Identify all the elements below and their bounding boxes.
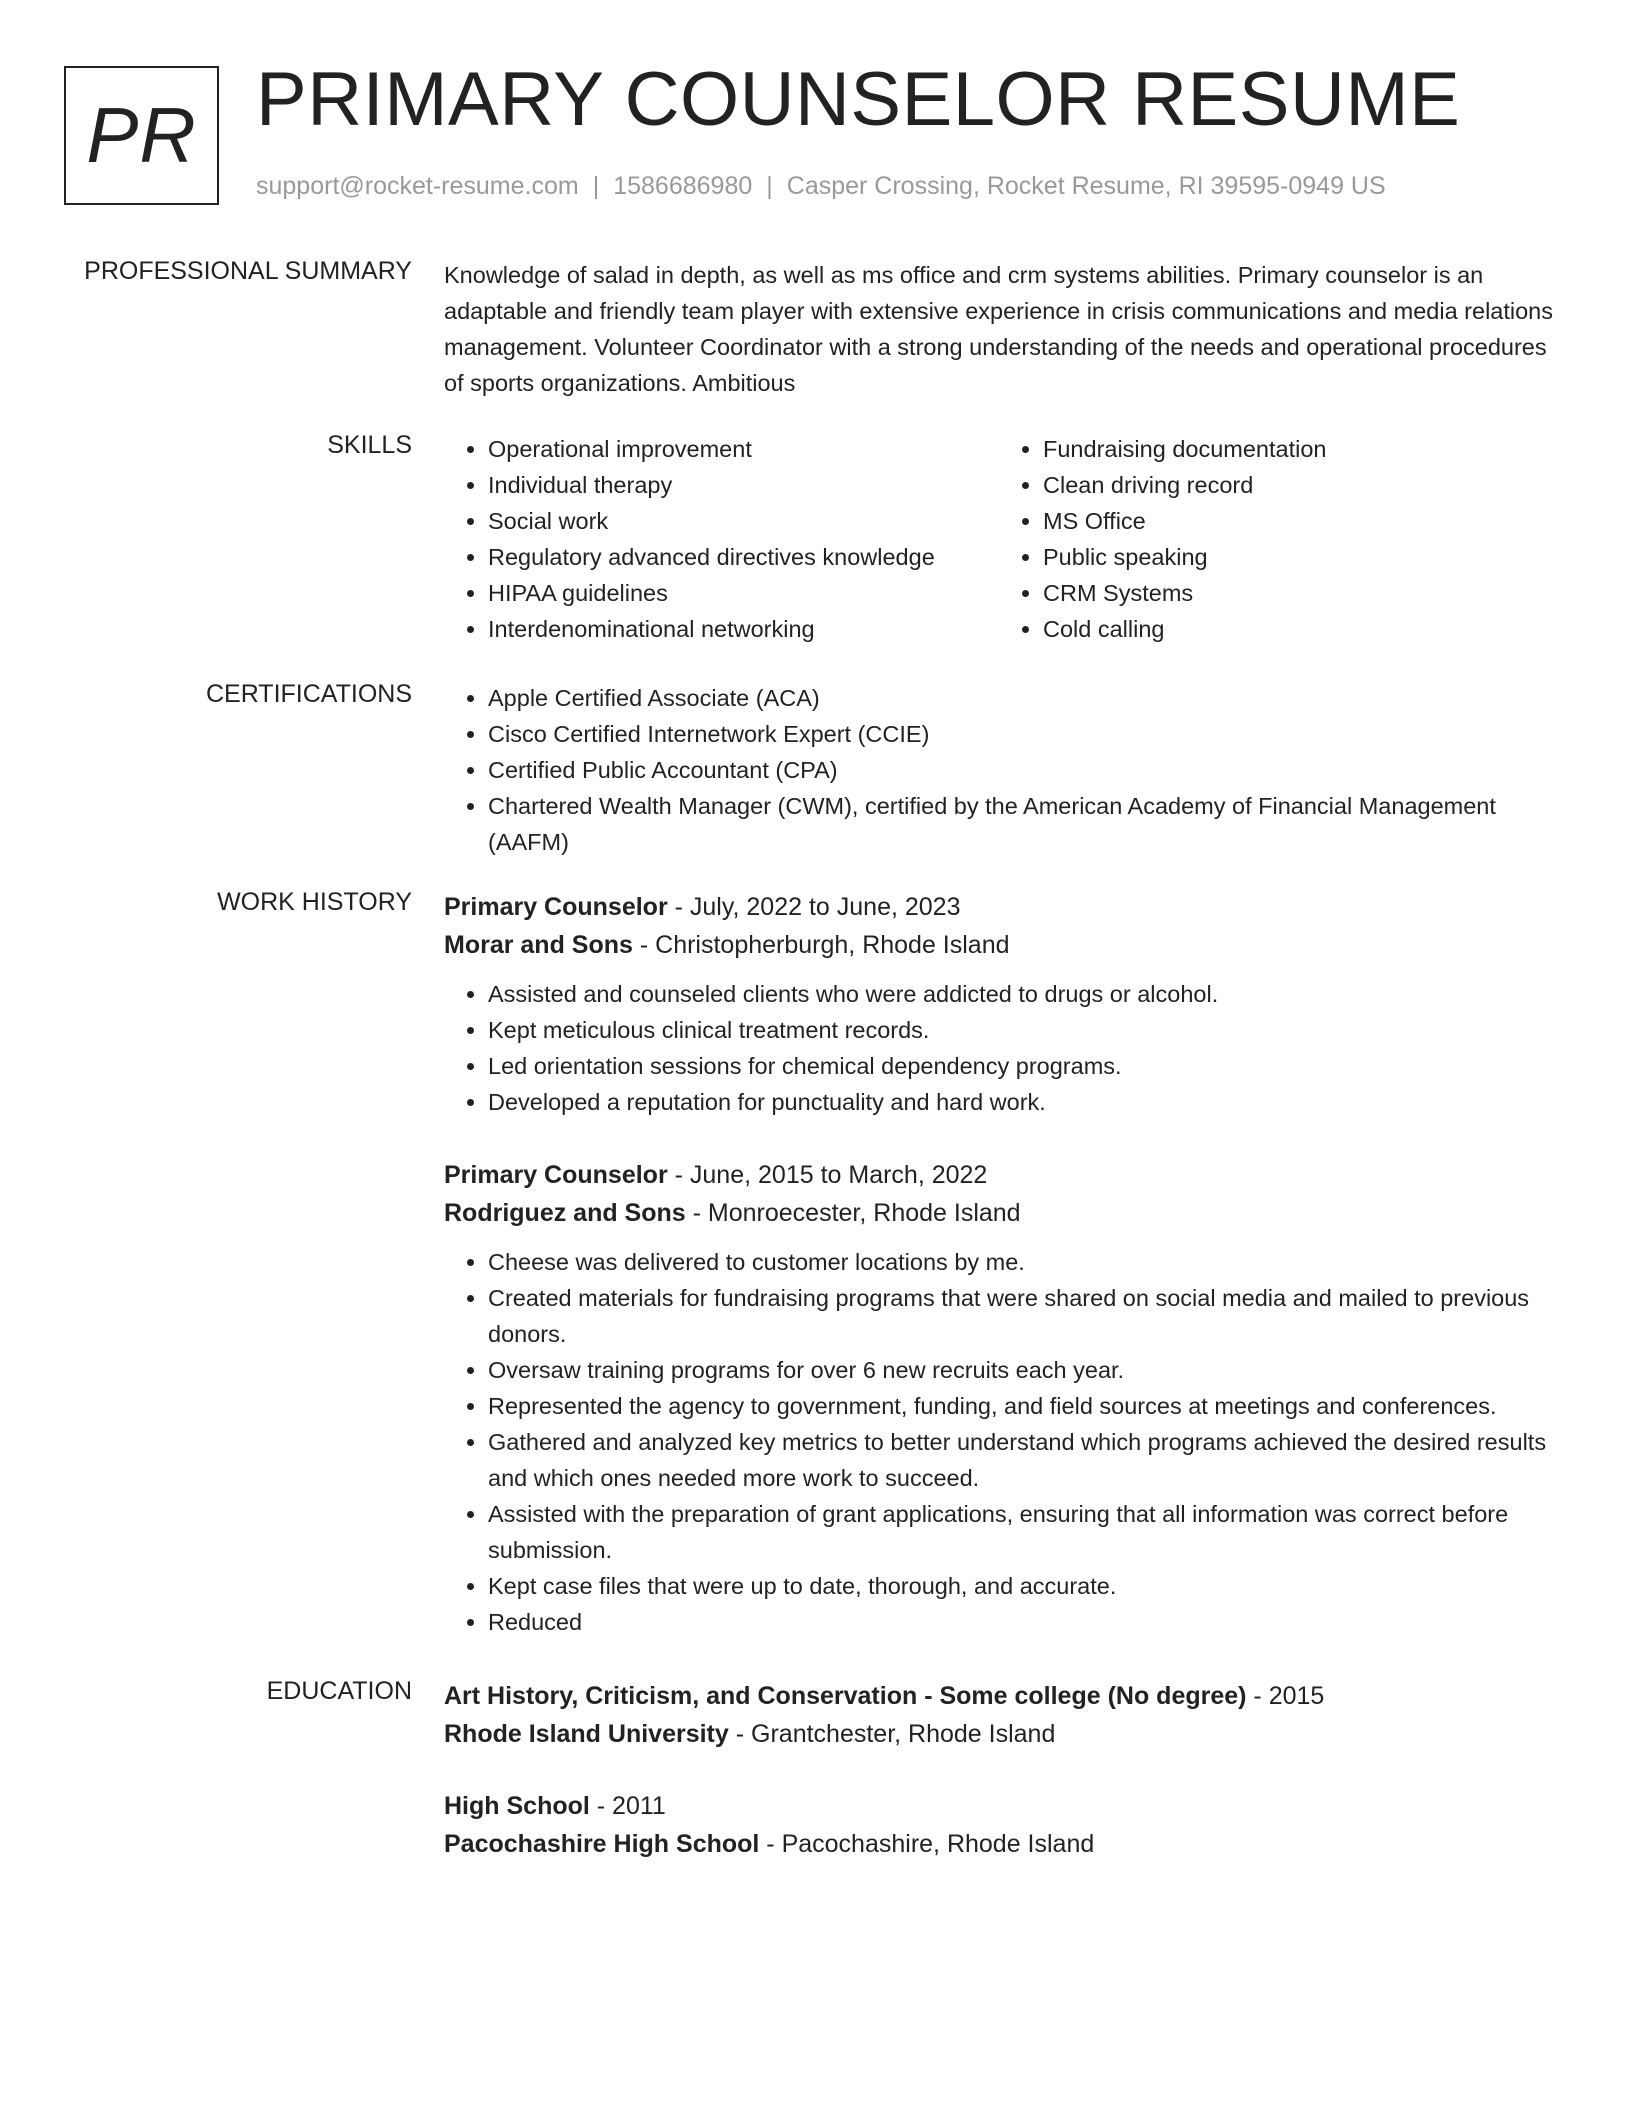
job-dates: - June, 2015 to March, 2022: [667, 1161, 988, 1189]
list-item: • Regulatory advanced directives knowledge: [488, 539, 999, 575]
list-item: • Gathered and analyzed key metrics to better understand which programs achieved the desired results and which ones needed more work to succeed.: [488, 1424, 1554, 1496]
education-body: [444, 1677, 1554, 1897]
list-item: • Cisco Certified Internetwork Expert (CCIE): [488, 716, 1554, 752]
skills-column-right: [999, 431, 1554, 647]
job-company-line: [444, 926, 1554, 964]
education-year: - 2015: [1246, 1682, 1325, 1710]
contact-address: Casper Crossing, Rocket Resume, RI 39595-0949 US: [786, 172, 1386, 200]
list-item: • Assisted and counseled clients who were addicted to drugs or alcohol.: [488, 976, 1554, 1012]
list-item: • Public speaking: [1043, 539, 1554, 575]
education-degree: Art History, Criticism, and Conservation - Some college (No degree): [444, 1682, 1247, 1710]
contact-phone: 1586686980: [613, 172, 753, 200]
education-year: - 2011: [589, 1792, 666, 1820]
education-school: Rhode Island University: [444, 1720, 729, 1748]
list-item: • Interdenominational networking: [488, 611, 999, 647]
education-entry: [444, 1677, 1554, 1753]
list-item: • Chartered Wealth Manager (CWM), certified by the American Academy of Financial Management (AAFM): [488, 788, 1554, 860]
section-label-skills: SKILLS: [327, 431, 412, 459]
job-title-line: [444, 1156, 1554, 1194]
list-item: • Apple Certified Associate (ACA): [488, 680, 1554, 716]
skills-column-left: [444, 431, 999, 647]
section-label-summary: PROFESSIONAL SUMMARY: [84, 257, 412, 285]
job-entry: [444, 1156, 1554, 1640]
certifications-body: [444, 680, 1554, 860]
contact-separator: |: [766, 172, 773, 200]
list-item: • Led orientation sessions for chemical dependency programs.: [488, 1048, 1554, 1084]
contact-line: [256, 172, 1386, 201]
education-degree-line: [444, 1677, 1554, 1715]
list-item: • Assisted with the preparation of grant applications, ensuring that all information was correct before submission.: [488, 1496, 1554, 1568]
job-duties-list: [444, 1244, 1554, 1640]
job-location: - Christopherburgh, Rhode Island: [632, 931, 1010, 959]
list-item: • Cheese was delivered to customer locations by me.: [488, 1244, 1554, 1280]
list-item: • MS Office: [1043, 503, 1554, 539]
job-entry: [444, 888, 1554, 1120]
monogram-badge: [64, 66, 219, 205]
list-item: • Created materials for fundraising programs that were shared on social media and mailed to previous donors.: [488, 1280, 1554, 1352]
section-label-work-history: WORK HISTORY: [217, 888, 412, 916]
job-company-line: [444, 1194, 1554, 1232]
education-degree-line: [444, 1787, 1554, 1825]
list-item: • CRM Systems: [1043, 575, 1554, 611]
education-location: - Pacochashire, Rhode Island: [759, 1830, 1095, 1858]
education-degree: High School: [444, 1792, 590, 1820]
list-item: • Kept case files that were up to date, thorough, and accurate.: [488, 1568, 1554, 1604]
job-duties-list: [444, 976, 1554, 1120]
list-item: • Individual therapy: [488, 467, 999, 503]
resume-title: PRIMARY COUNSELOR RESUME: [256, 57, 1461, 142]
list-item: • Oversaw training programs for over 6 new recruits each year.: [488, 1352, 1554, 1388]
list-item: • HIPAA guidelines: [488, 575, 999, 611]
education-school-line: [444, 1825, 1554, 1863]
list-item: • Fundraising documentation: [1043, 431, 1554, 467]
list-item: • Social work: [488, 503, 999, 539]
section-label-education: EDUCATION: [266, 1677, 412, 1705]
list-item: • Represented the agency to government, funding, and field sources at meetings and conferences.: [488, 1388, 1554, 1424]
contact-email: support@rocket-resume.com: [256, 172, 579, 200]
job-location: - Monroecester, Rhode Island: [685, 1199, 1021, 1227]
list-item: • Operational improvement: [488, 431, 999, 467]
job-dates: - July, 2022 to June, 2023: [667, 893, 961, 921]
education-location: - Grantchester, Rhode Island: [728, 1720, 1056, 1748]
contact-separator: |: [592, 172, 600, 200]
monogram-initials: PR: [86, 91, 197, 179]
job-title: Primary Counselor: [444, 893, 668, 921]
education-entry: [444, 1787, 1554, 1863]
list-item: • Kept meticulous clinical treatment records.: [488, 1012, 1554, 1048]
education-school: Pacochashire High School: [444, 1830, 760, 1858]
summary-text: Knowledge of salad in depth, as well as ms office and crm systems abilities. Primary counselor is an adaptable and friendly team player with extensive experience in crisis communications and media relations management. Volunteer Coordinator with a strong understanding of the needs and operational procedures of sports organizations. Ambitious: [444, 262, 1553, 396]
list-item: • Developed a reputation for punctuality and hard work.: [488, 1084, 1554, 1120]
list-item: • Cold calling: [1043, 611, 1554, 647]
job-company: Morar and Sons: [444, 931, 633, 959]
list-item: • Reduced: [488, 1604, 1554, 1640]
job-title: Primary Counselor: [444, 1161, 668, 1189]
job-title-line: [444, 888, 1554, 926]
certifications-list: [444, 680, 1554, 860]
summary-body: [444, 257, 1554, 401]
skills-body: [444, 431, 1554, 647]
work-history-body: [444, 888, 1554, 1676]
section-label-certifications: CERTIFICATIONS: [205, 680, 412, 708]
list-item: • Certified Public Accountant (CPA): [488, 752, 1554, 788]
education-school-line: [444, 1715, 1554, 1753]
list-item: • Clean driving record: [1043, 467, 1554, 503]
job-company: Rodriguez and Sons: [444, 1199, 686, 1227]
